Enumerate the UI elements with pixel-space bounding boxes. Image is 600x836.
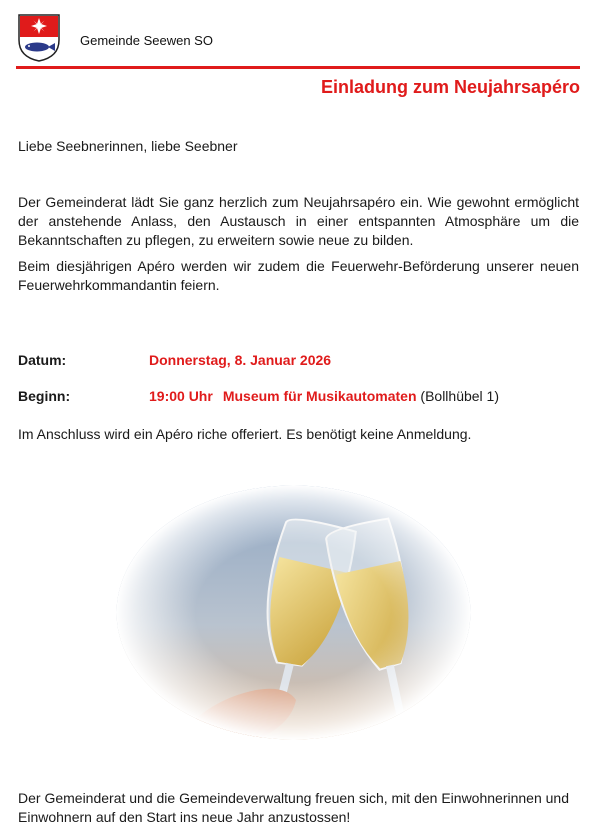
champagne-toast-image [116,485,471,740]
date-label: Datum: [18,352,67,368]
venue-address: (Bollhübel 1) [420,388,500,404]
greeting: Liebe Seebnerinnen, liebe Seebner [18,138,238,154]
info-text: Im Anschluss wird ein Apéro riche offeriert. Es benötigt keine Anmeldung. [18,426,472,442]
start-label: Beginn: [18,388,71,404]
start-line [149,388,499,404]
celebration-paragraph: Beim diesjährigen Apéro werden wir zudem die Feuerwehr-Beförderung unserer neuen Feuerwehrkommandantin feiern. [18,258,579,293]
intro-paragraph: Der Gemeinderat lädt Sie ganz herzlich zum Neujahrsapéro ein. Wie gewohnt ermöglicht der anstehende Anlass, den Austausch in einer entspannten Atmosphäre um die Bekanntschaften zu pflegen, zu erweitern sowie neue zu bilden. [18,194,579,248]
coat-of-arms-icon [18,14,60,62]
date-value: Donnerstag, 8. Januar 2026 [149,352,332,368]
page-title: Einladung zum Neujahrsapéro [320,77,580,97]
venue-name: Museum für Musikautomaten [222,388,417,404]
start-time: 19:00 Uhr [149,388,213,404]
header-divider [16,66,580,69]
closing-text: Der Gemeinderat und die Gemeindeverwaltung freuen sich, mit den Einwohnerinnen und Einwohnern auf den Start ins neue Jahr anzustossen! [18,790,569,825]
municipality-name: Gemeinde Seewen SO [80,33,213,48]
